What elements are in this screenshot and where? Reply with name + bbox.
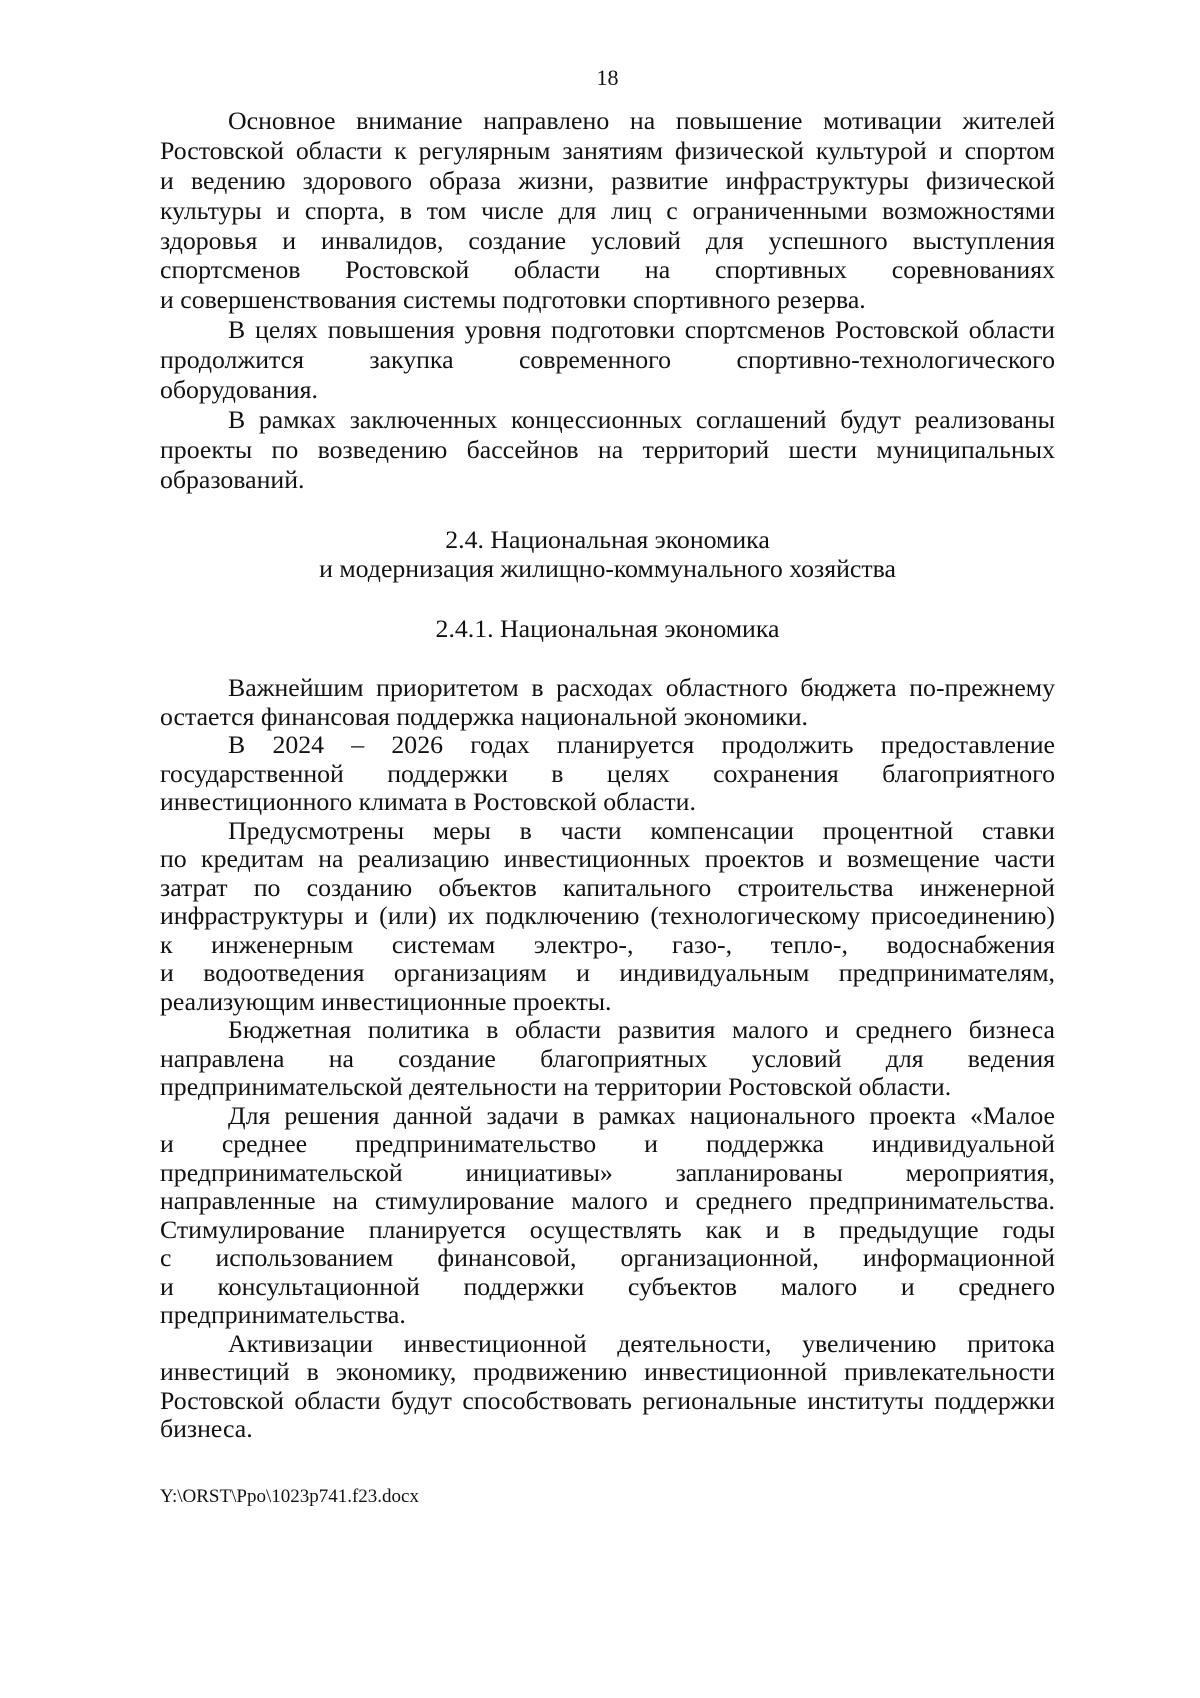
section-headings <box>160 525 1055 645</box>
paragraph <box>160 817 1055 1017</box>
text-line: и водоотведения организациям и индивидуальным предпринимателям, <box>160 958 1055 987</box>
text-line: предпринимательской инициативы» запланированы мероприятия, <box>160 1157 1055 1187</box>
text-line: предпринимательства. <box>160 1300 406 1329</box>
text-line: продолжится закупка современного спортивно-технологического <box>160 345 1055 375</box>
text-line: здоровья и инвалидов, создание условий для успешного выступления <box>160 225 1055 255</box>
text-line: и среднее предпринимательство и поддержка индивидуальной <box>160 1129 1055 1158</box>
paragraph <box>160 674 1055 731</box>
paragraph <box>160 315 1055 405</box>
paragraph <box>160 731 1055 817</box>
text-line: и совершенствования системы подготовки спортивного резерва. <box>160 285 866 315</box>
text-line: остается финансовая поддержка национальной экономики. <box>160 701 808 731</box>
section-text <box>160 674 1055 1444</box>
intro-text <box>160 106 1055 495</box>
text-line: В рамках заключенных концессионных соглашений будут реализованы <box>228 404 1055 434</box>
text-line: проекты по возведению бассейнов на территорий шести муниципальных <box>160 434 1055 464</box>
paragraph <box>160 1102 1055 1330</box>
text-line: с использованием финансовой, организационной, информационной <box>160 1243 1055 1272</box>
text-line: и консультационной поддержки субъектов малого и среднего <box>160 1271 1055 1301</box>
paragraph <box>160 1330 1055 1444</box>
text-line: Предусмотрены меры в части компенсации процентной ставки <box>228 815 1055 845</box>
paragraph <box>160 106 1055 315</box>
subsection-heading: 2.4.1. Национальная экономика <box>435 614 780 644</box>
section-heading-line: и модернизация жилищно-коммунального хозяйства <box>319 554 896 584</box>
text-line: Стимулирование планируется осуществлять как и в предыдущие годы <box>160 1214 1055 1244</box>
text-line: Бюджетная политика в области развития малого и среднего бизнеса <box>228 1015 1055 1044</box>
text-line: затрат по созданию объектов капитального строительства инженерной <box>160 872 1055 902</box>
text-line: Ростовской области к регулярным занятиям физической культурой и спортом <box>160 135 1055 165</box>
text-line: Для решения данной задачи в рамках национального проекта «Малое <box>228 1100 1055 1130</box>
paragraph <box>160 1016 1055 1102</box>
text-line: Важнейшим приоритетом в расходах областного бюджета по-прежнему <box>228 673 1055 702</box>
section-heading-line: 2.4. Национальная экономика <box>445 524 770 554</box>
blank-line <box>160 584 1055 614</box>
text-line: В целях повышения уровня подготовки спортсменов Ростовской области <box>228 315 1055 345</box>
text-line: предпринимательской деятельности на территории Ростовской области. <box>160 1072 952 1101</box>
text-line: направлена на создание благоприятных условий для ведения <box>160 1043 1055 1073</box>
page-number: 18 <box>596 65 619 90</box>
text-line: инвестиционного климата в Ростовской области. <box>160 787 696 816</box>
text-line: В 2024 – 2026 годах планируется продолжить предоставление <box>228 730 1055 759</box>
text-line: культуры и спорта, в том числе для лиц с ограниченными возможностями <box>160 195 1055 225</box>
text-line: бизнеса. <box>160 1414 253 1443</box>
text-line: Активизации инвестиционной деятельности, увеличению притока <box>228 1328 1055 1358</box>
text-line: направленные на стимулирование малого и среднего предпринимательства. <box>160 1186 1055 1215</box>
text-line: инвестиций в экономику, продвижению инвестиционной привлекательности <box>160 1357 1055 1386</box>
text-line: образований. <box>160 464 305 494</box>
section-heading <box>160 525 1055 585</box>
paragraph <box>160 405 1055 495</box>
text-line: к инженерным системам электро-, газо-, тепло-, водоснабжения <box>160 929 1055 959</box>
text-line: и ведению здорового образа жизни, развитие инфраструктуры физической <box>160 165 1055 195</box>
text-line: государственной поддержки в целях сохранения благоприятного <box>160 758 1055 788</box>
text-line: Ростовской области будут способствовать региональные институты поддержки <box>160 1385 1055 1415</box>
file-path-footer: Y:\ORST\Ppo\1023p741.f23.docx <box>160 1486 419 1507</box>
text-line: спортсменов Ростовской области на спортивных соревнованиях <box>160 255 1055 285</box>
text-line: инфраструктуры и (или) их подключению (технологическому присоединению) <box>160 901 1055 930</box>
text-line: Основное внимание направлено на повышение мотивации жителей <box>228 106 1055 135</box>
text-line: по кредитам на реализацию инвестиционных проектов и возмещение части <box>160 844 1055 873</box>
text-line: реализующим инвестиционные проекты. <box>160 986 612 1016</box>
text-line: оборудования. <box>160 375 318 405</box>
